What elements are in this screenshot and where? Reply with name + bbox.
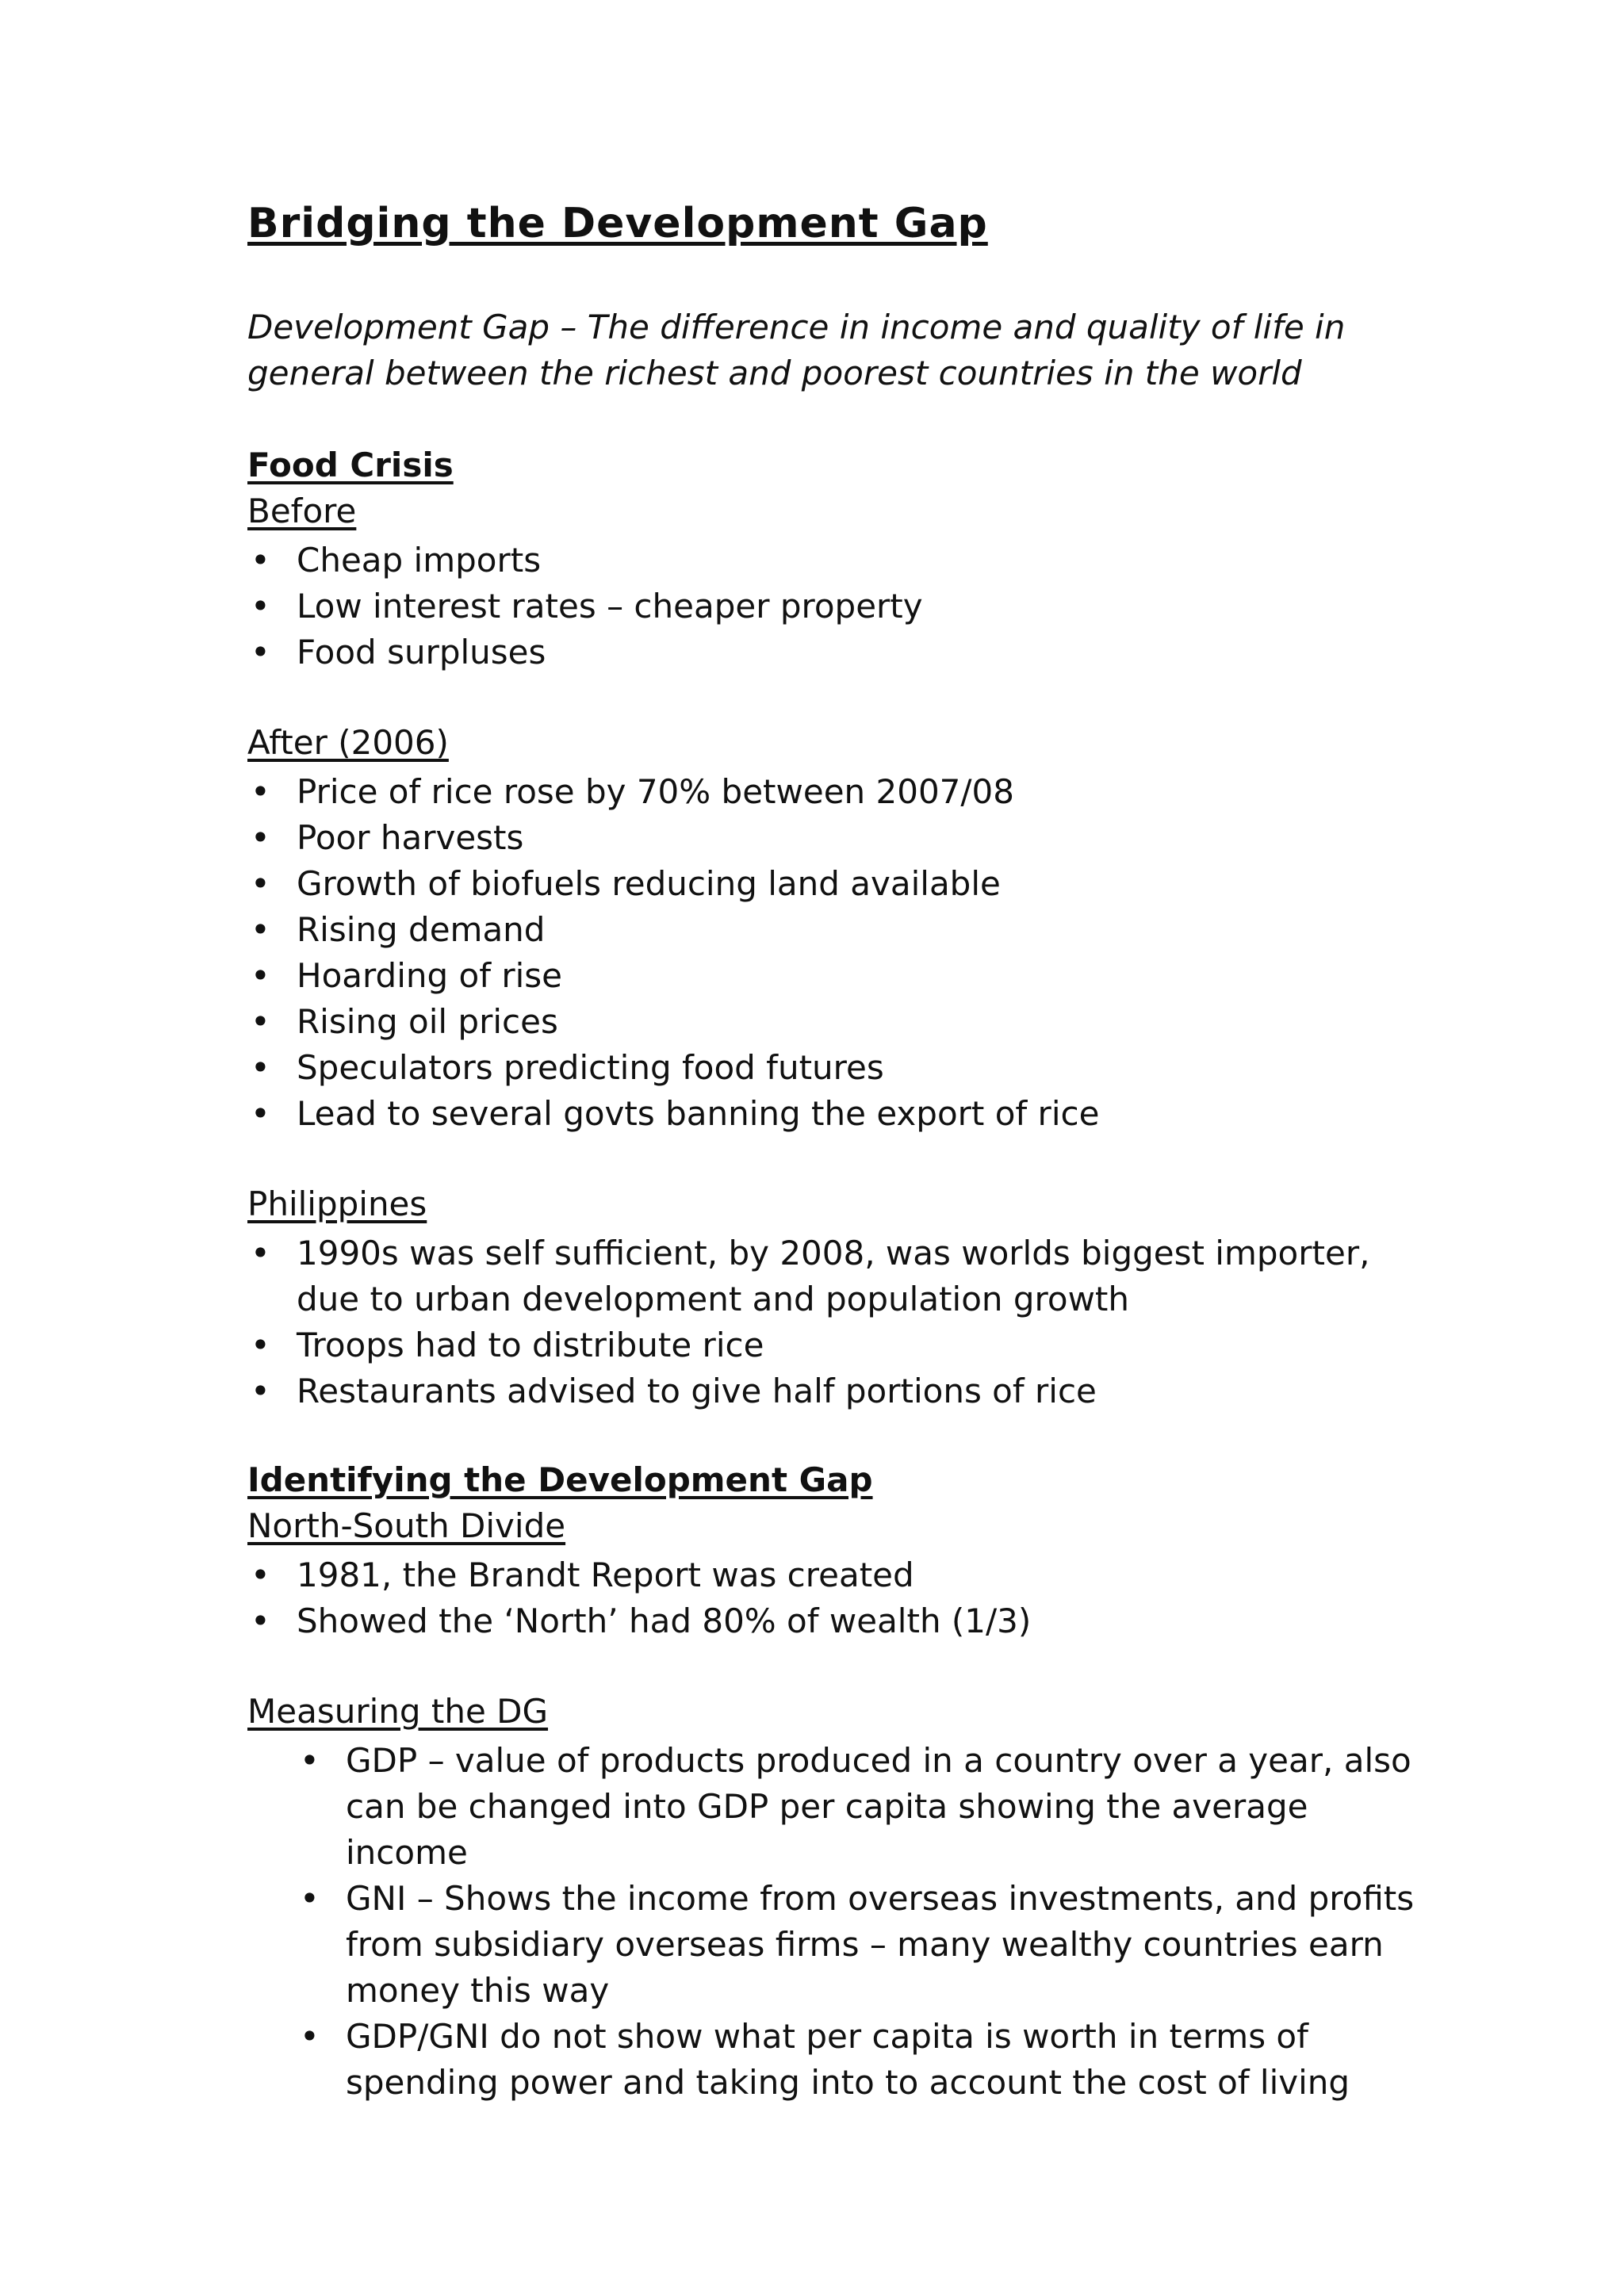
definition-text: Development Gap – The difference in income and quality of life in general between the richest and poorest countries in the world [247, 308, 1346, 392]
list-item: • Low interest rates – cheaper property [247, 584, 1405, 629]
section-heading-food-crisis: Food Crisis [247, 446, 454, 484]
list-item: • Speculators predicting food futures [247, 1045, 1405, 1091]
list-item: • GNI – Shows the income from overseas investments, and profits from subsidiary overseas firms – many wealthy countries earn money this way [297, 1876, 1423, 2014]
measuring-list [297, 1738, 1423, 2106]
north-south-list [247, 1552, 1405, 1644]
list-item: • Rising demand [247, 907, 1405, 953]
list-item: • Hoarding of rise [247, 953, 1405, 999]
subheading-before: Before [247, 492, 357, 530]
subheading-measuring: Measuring the DG [247, 1692, 549, 1731]
list-item: • Food surpluses [247, 629, 1405, 675]
before-list [247, 538, 1405, 675]
page-title: Bridging the Development Gap [247, 200, 988, 247]
list-item: • Growth of biofuels reducing land available [247, 861, 1405, 907]
subheading-philippines: Philippines [247, 1184, 427, 1223]
philippines-list [247, 1230, 1405, 1414]
list-item: • Poor harvests [247, 815, 1405, 861]
subheading-after: After (2006) [247, 723, 449, 762]
list-item: • Price of rice rose by 70% between 2007/08 [247, 769, 1405, 815]
after-list [247, 769, 1405, 1137]
section-heading-identifying: Identifying the Development Gap [247, 1460, 873, 1499]
list-item: • Rising oil prices [247, 999, 1405, 1045]
list-item: • Cheap imports [247, 538, 1405, 584]
list-item: • 1990s was self sufficient, by 2008, was worlds biggest importer, due to urban development and population growth [247, 1230, 1405, 1322]
list-item: • Showed the ‘North’ had 80% of wealth (1/3) [247, 1598, 1405, 1644]
list-item: • GDP – value of products produced in a country over a year, also can be changed into GDP per capita showing the average income [297, 1738, 1423, 1876]
list-item: • Restaurants advised to give half portions of rice [247, 1368, 1405, 1414]
list-item: • 1981, the Brandt Report was created [247, 1552, 1405, 1598]
list-item: • GDP/GNI do not show what per capita is worth in terms of spending power and taking into to account the cost of living [297, 2014, 1423, 2106]
subheading-north-south: North-South Divide [247, 1506, 566, 1545]
list-item: • Lead to several govts banning the export of rice [247, 1091, 1405, 1137]
list-item: • Troops had to distribute rice [247, 1322, 1405, 1368]
